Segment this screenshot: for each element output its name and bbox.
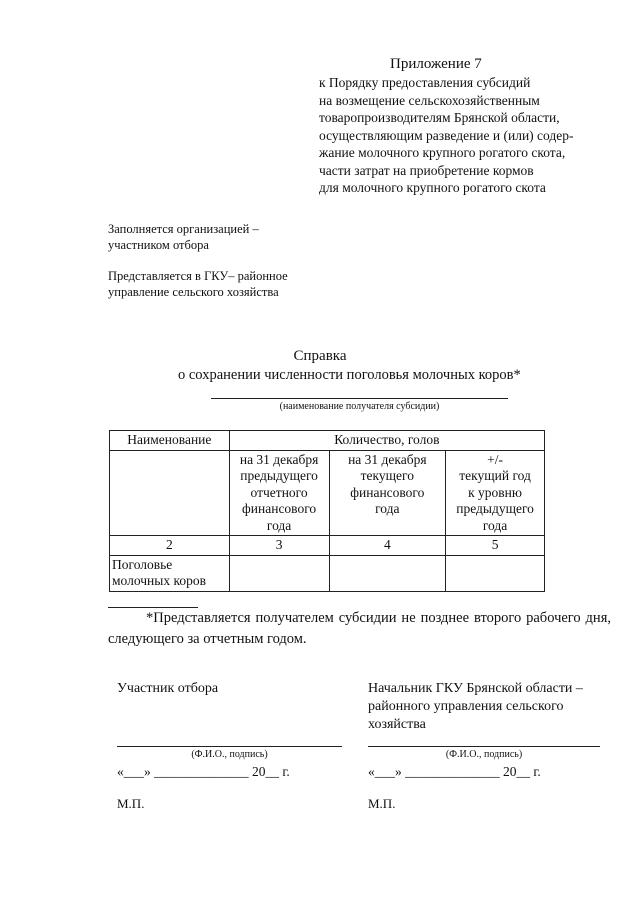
note-line: управление сельского хозяйства <box>108 285 279 299</box>
column-number: 5 <box>446 536 545 556</box>
header-difference: +/- текущий год к уровню предыдущего года <box>446 450 545 536</box>
appendix-line: товаропроизводителям Брянской области, <box>319 110 560 125</box>
head-label: Начальник ГКУ Брянской области – районного управления сельского хозяйства <box>368 681 583 732</box>
head-fio-caption: (Ф.И.О., подпись) <box>445 749 523 760</box>
participant-stamp: М.П. <box>117 796 145 811</box>
participant-label: Участник отбора <box>117 681 219 696</box>
table-cell <box>110 450 230 536</box>
appendix-line: для молочного крупного рогатого скота <box>319 180 546 195</box>
appendix-description <box>319 74 574 197</box>
participant-fio-caption: (Ф.И.О., подпись) <box>191 749 268 760</box>
appendix-line: жание молочного крупного рогатого скота, <box>319 145 566 160</box>
appendix-title: Приложение 7 <box>390 56 482 72</box>
recipient-caption: (наименование получателя субсидии) <box>279 401 440 412</box>
table-row <box>110 555 545 591</box>
note-line: Представляется в ГКУ– районное <box>108 269 288 283</box>
note-line: участником отбора <box>108 238 209 252</box>
head-signature-line[interactable] <box>368 746 600 747</box>
value-cell-prev[interactable] <box>229 555 329 591</box>
appendix-line: на возмещение сельскохозяйственным <box>319 92 540 108</box>
column-number: 4 <box>329 536 446 556</box>
appendix-line: осуществляющим разведение и (или) содер- <box>319 127 574 143</box>
column-number: 3 <box>229 536 329 556</box>
header-name: Наименование <box>110 431 230 451</box>
column-number: 2 <box>110 536 230 556</box>
value-cell-difference[interactable] <box>446 555 545 591</box>
header-prev-year: на 31 декабря предыдущего отчетного финансового года <box>229 450 329 536</box>
recipient-name-line[interactable] <box>211 398 508 399</box>
note-line: Заполняется организацией – <box>108 222 259 236</box>
appendix-line: к Порядку предоставления субсидий <box>319 75 531 90</box>
table-number-row <box>110 536 545 556</box>
participant-signature-line[interactable] <box>117 746 342 747</box>
head-stamp: М.П. <box>368 796 396 811</box>
appendix-line: части затрат на приобретение кормов <box>319 162 534 178</box>
participant-date[interactable]: «___» ______________ 20__ г. <box>117 764 290 779</box>
submitted-to-note <box>108 268 288 300</box>
footnote: *Представляется получателем субсидии не позднее второго рабочего дня, следующего за отчетным годом. <box>108 610 611 647</box>
value-cell-current[interactable] <box>329 555 446 591</box>
document-subtitle: о сохранении численности поголовья молочных коров* <box>178 367 521 383</box>
row-label: Поголовье молочных коров <box>110 555 230 591</box>
filled-by-note <box>108 221 259 253</box>
head-date[interactable]: «___» ______________ 20__ г. <box>368 764 541 779</box>
livestock-table <box>109 430 545 592</box>
header-quantity: Количество, голов <box>229 431 544 451</box>
header-current-year: на 31 декабря текущего финансового года <box>329 450 446 536</box>
table-subheader-row <box>110 450 545 536</box>
document-title: Справка <box>293 348 347 364</box>
table-header-row <box>110 431 545 451</box>
